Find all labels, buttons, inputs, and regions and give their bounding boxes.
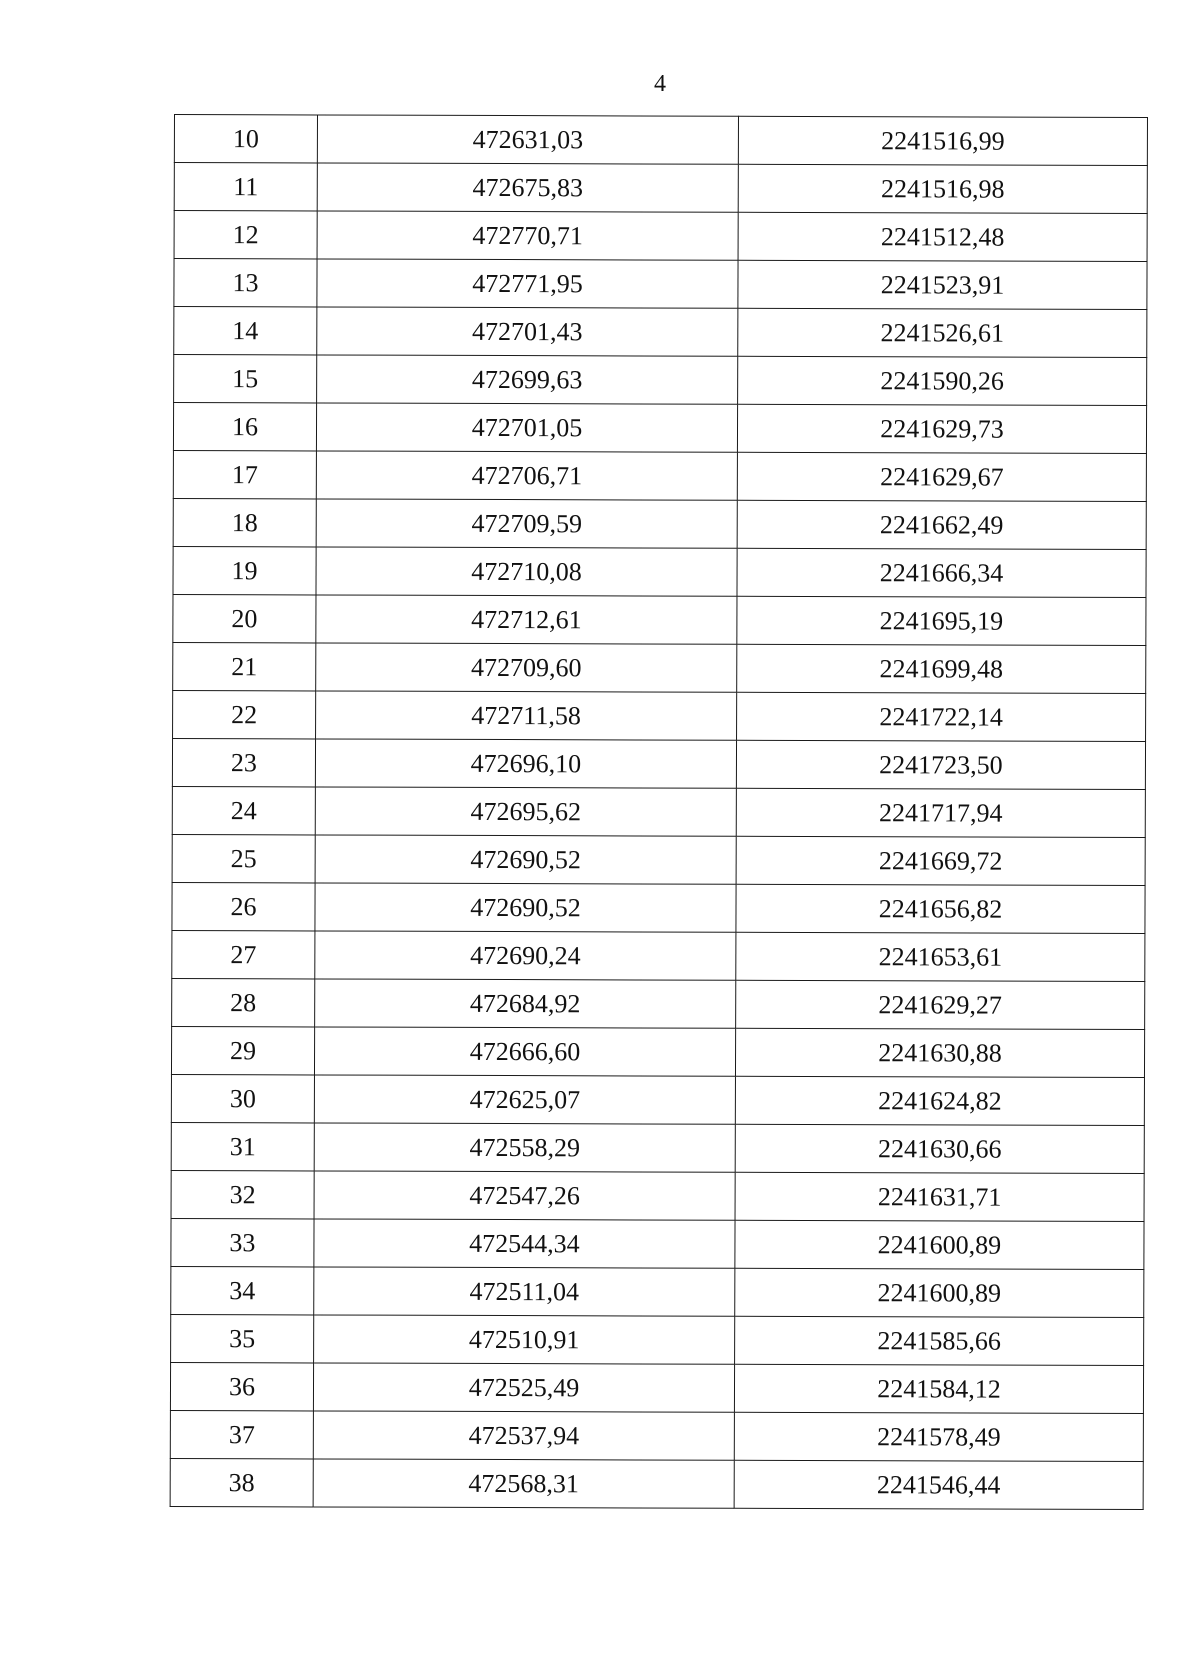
- point-number-cell: 23: [172, 738, 315, 786]
- x-coordinate-cell: 472709,59: [316, 499, 737, 548]
- point-number-cell: 34: [171, 1266, 314, 1314]
- point-number-cell: 16: [173, 403, 316, 451]
- table-row: [171, 1266, 1144, 1317]
- y-coordinate-cell: 2241722,14: [737, 692, 1146, 741]
- x-coordinate-cell: 472696,10: [315, 739, 736, 788]
- x-coordinate-cell: 472511,04: [314, 1267, 735, 1316]
- x-coordinate-cell: 472558,29: [314, 1123, 735, 1172]
- y-coordinate-cell: 2241695,19: [737, 596, 1146, 645]
- table-row: [173, 690, 1146, 741]
- y-coordinate-cell: 2241666,34: [737, 548, 1146, 597]
- table-row: [171, 1218, 1144, 1269]
- x-coordinate-cell: 472771,95: [317, 259, 738, 308]
- point-number-cell: 25: [172, 834, 315, 882]
- point-number-cell: 17: [173, 450, 316, 498]
- x-coordinate-cell: 472701,05: [316, 403, 737, 452]
- table-row: [173, 642, 1146, 693]
- point-number-cell: 14: [174, 307, 317, 355]
- table-row: [173, 594, 1146, 645]
- y-coordinate-cell: 2241516,98: [738, 164, 1147, 213]
- y-coordinate-cell: 2241590,26: [738, 356, 1147, 405]
- point-number-cell: 31: [171, 1122, 314, 1170]
- point-number-cell: 13: [174, 259, 317, 307]
- y-coordinate-cell: 2241578,49: [734, 1412, 1143, 1461]
- x-coordinate-cell: 472770,71: [317, 211, 738, 260]
- table-row: [170, 1458, 1143, 1509]
- x-coordinate-cell: 472625,07: [314, 1075, 735, 1124]
- table-row: [173, 498, 1146, 549]
- x-coordinate-cell: 472701,43: [317, 307, 738, 356]
- point-number-cell: 15: [174, 355, 317, 403]
- x-coordinate-cell: 472547,26: [314, 1171, 735, 1220]
- point-number-cell: 12: [174, 211, 317, 259]
- x-coordinate-cell: 472510,91: [314, 1315, 735, 1364]
- table-row: [172, 738, 1145, 789]
- table-row: [173, 450, 1146, 501]
- table-row: [171, 1170, 1144, 1221]
- x-coordinate-cell: 472712,61: [316, 595, 737, 644]
- table-row: [171, 1026, 1144, 1077]
- x-coordinate-cell: 472690,52: [315, 835, 736, 884]
- table-row: [174, 259, 1147, 310]
- y-coordinate-cell: 2241585,66: [735, 1316, 1144, 1365]
- point-number-cell: 10: [174, 115, 317, 163]
- table-row: [171, 1122, 1144, 1173]
- table-row: [173, 546, 1146, 597]
- point-number-cell: 24: [172, 786, 315, 834]
- x-coordinate-cell: 472699,63: [317, 355, 738, 404]
- x-coordinate-cell: 472631,03: [317, 115, 738, 164]
- x-coordinate-cell: 472568,31: [313, 1459, 734, 1508]
- x-coordinate-cell: 472684,92: [315, 979, 736, 1028]
- point-number-cell: 36: [170, 1362, 313, 1410]
- table-row: [171, 1074, 1144, 1125]
- table-row: [172, 834, 1145, 885]
- page-number: 4: [654, 71, 666, 97]
- y-coordinate-cell: 2241630,88: [735, 1028, 1144, 1077]
- x-coordinate-cell: 472711,58: [316, 691, 737, 740]
- y-coordinate-cell: 2241526,61: [738, 308, 1147, 357]
- y-coordinate-cell: 2241546,44: [734, 1460, 1143, 1509]
- point-number-cell: 20: [173, 594, 316, 642]
- y-coordinate-cell: 2241656,82: [736, 884, 1145, 933]
- y-coordinate-cell: 2241512,48: [738, 212, 1147, 261]
- table-row: [172, 978, 1145, 1029]
- table-row: [170, 1362, 1143, 1413]
- x-coordinate-cell: 472525,49: [313, 1363, 734, 1412]
- y-coordinate-cell: 2241662,49: [737, 500, 1146, 549]
- table-row: [174, 211, 1147, 262]
- table-row: [172, 786, 1145, 837]
- y-coordinate-cell: 2241629,67: [737, 452, 1146, 501]
- point-number-cell: 32: [171, 1170, 314, 1218]
- point-number-cell: 38: [170, 1458, 313, 1506]
- point-number-cell: 18: [173, 498, 316, 546]
- y-coordinate-cell: 2241629,73: [737, 404, 1146, 453]
- table-row: [174, 355, 1147, 406]
- table-row: [174, 307, 1147, 358]
- x-coordinate-cell: 472690,24: [315, 931, 736, 980]
- x-coordinate-cell: 472675,83: [317, 163, 738, 212]
- table-row: [172, 930, 1145, 981]
- point-number-cell: 29: [171, 1026, 314, 1074]
- x-coordinate-cell: 472690,52: [315, 883, 736, 932]
- point-number-cell: 21: [173, 642, 316, 690]
- x-coordinate-cell: 472695,62: [315, 787, 736, 836]
- x-coordinate-cell: 472709,60: [316, 643, 737, 692]
- y-coordinate-cell: 2241629,27: [736, 980, 1145, 1029]
- y-coordinate-cell: 2241653,61: [736, 932, 1145, 981]
- y-coordinate-cell: 2241630,66: [735, 1124, 1144, 1173]
- x-coordinate-cell: 472710,08: [316, 547, 737, 596]
- table-row: [172, 882, 1145, 933]
- coordinates-table-body: [170, 115, 1147, 1510]
- point-number-cell: 37: [170, 1410, 313, 1458]
- x-coordinate-cell: 472706,71: [316, 451, 737, 500]
- point-number-cell: 26: [172, 882, 315, 930]
- coordinates-table: [170, 114, 1148, 1510]
- point-number-cell: 33: [171, 1218, 314, 1266]
- y-coordinate-cell: 2241699,48: [737, 644, 1146, 693]
- y-coordinate-cell: 2241631,71: [735, 1172, 1144, 1221]
- x-coordinate-cell: 472666,60: [314, 1027, 735, 1076]
- y-coordinate-cell: 2241723,50: [736, 740, 1145, 789]
- table-row: [173, 403, 1146, 454]
- x-coordinate-cell: 472537,94: [313, 1411, 734, 1460]
- point-number-cell: 22: [173, 690, 316, 738]
- y-coordinate-cell: 2241600,89: [735, 1268, 1144, 1317]
- point-number-cell: 11: [174, 163, 317, 211]
- table-row: [170, 1410, 1143, 1461]
- point-number-cell: 27: [172, 930, 315, 978]
- x-coordinate-cell: 472544,34: [314, 1219, 735, 1268]
- point-number-cell: 19: [173, 546, 316, 594]
- y-coordinate-cell: 2241669,72: [736, 836, 1145, 885]
- point-number-cell: 28: [172, 978, 315, 1026]
- y-coordinate-cell: 2241523,91: [738, 260, 1147, 309]
- y-coordinate-cell: 2241584,12: [734, 1364, 1143, 1413]
- y-coordinate-cell: 2241717,94: [736, 788, 1145, 837]
- table-row: [171, 1314, 1144, 1365]
- point-number-cell: 30: [171, 1074, 314, 1122]
- point-number-cell: 35: [171, 1314, 314, 1362]
- table-row: [174, 163, 1147, 214]
- y-coordinate-cell: 2241624,82: [735, 1076, 1144, 1125]
- y-coordinate-cell: 2241516,99: [738, 116, 1147, 165]
- y-coordinate-cell: 2241600,89: [735, 1220, 1144, 1269]
- table-row: [174, 115, 1147, 166]
